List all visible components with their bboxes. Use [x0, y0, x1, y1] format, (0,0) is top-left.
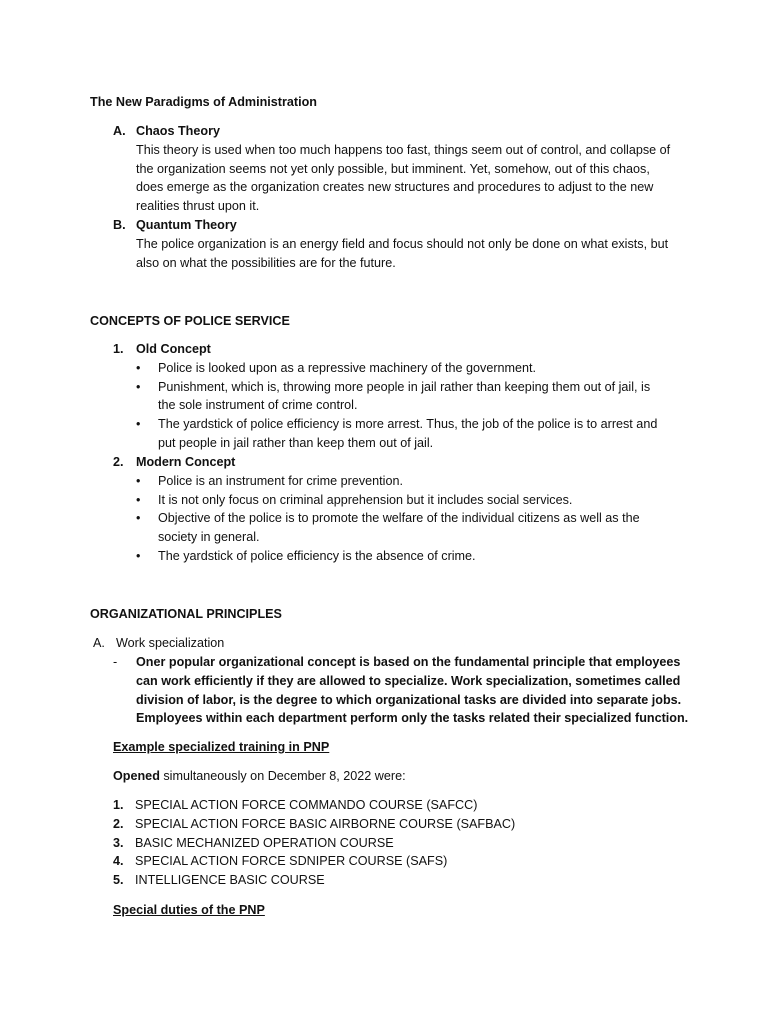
- paragraph-line: division of labor, is the degree to which organizational tasks are divided into separate jobs.: [136, 692, 682, 707]
- bullet-text: Police is an instrument for crime prevention.: [158, 473, 403, 488]
- paragraph-line: Oner popular organizational concept is based on the fundamental principle that employees: [136, 655, 681, 669]
- bullet-icon: •: [136, 492, 141, 507]
- bullet-text: The yardstick of police efficiency is more arrest. Thus, the job of the police is to arrest and: [158, 417, 658, 432]
- section-heading-principles: ORGANIZATIONAL PRINCIPLES: [90, 607, 282, 621]
- bullet-icon: •: [136, 360, 141, 375]
- section-heading-concepts: CONCEPTS OF POLICE SERVICE: [90, 314, 290, 328]
- principle-heading: Work specialization: [116, 636, 225, 650]
- course-number: 5.: [113, 873, 124, 888]
- paradigm-heading: Quantum Theory: [136, 218, 237, 232]
- list-item: [113, 871, 515, 890]
- course-number: 4.: [113, 854, 124, 869]
- course-name: SPECIAL ACTION FORCE BASIC AIRBORNE COURSE (SAFBAC): [135, 816, 516, 831]
- bullet-icon: •: [136, 473, 141, 488]
- paradigm-text-line: This theory is used when too much happens too fast, things seem out of control, and collapse of: [136, 142, 671, 157]
- concept-heading: Modern Concept: [136, 455, 236, 469]
- list-item: [136, 359, 657, 378]
- list-item: [136, 547, 640, 566]
- list-item: [113, 852, 515, 871]
- bullet-icon: •: [136, 548, 141, 563]
- concept-heading: Old Concept: [136, 342, 211, 356]
- course-number: 3.: [113, 835, 124, 850]
- list-item: [136, 415, 657, 453]
- list-item: [136, 509, 640, 547]
- paradigm-text-line: realities thrust upon it.: [136, 199, 260, 214]
- paradigm-heading: Chaos Theory: [136, 124, 220, 138]
- course-name: BASIC MECHANIZED OPERATION COURSE: [135, 835, 394, 850]
- page-title: The New Paradigms of Administration: [90, 95, 317, 109]
- paradigm-chaos: [113, 122, 670, 216]
- course-name: INTELLIGENCE BASIC COURSE: [135, 873, 325, 888]
- concept-modern: [113, 453, 640, 566]
- course-list: [113, 796, 515, 890]
- bullet-text: It is not only focus on criminal apprehension but it includes social services.: [158, 492, 573, 507]
- list-item: [136, 491, 640, 510]
- bullet-text: The yardstick of police efficiency is the absence of crime.: [158, 548, 476, 563]
- bullet-icon: •: [136, 417, 141, 432]
- list-item: [113, 796, 515, 815]
- special-duties-heading: Special duties of the PNP: [113, 903, 265, 917]
- opened-line: [113, 767, 406, 786]
- list-item: [136, 472, 640, 491]
- dash-marker: -: [113, 655, 118, 669]
- bullet-icon: •: [136, 511, 141, 526]
- bullet-text: Objective of the police is to promote the welfare of the individual citizens as well as the: [158, 511, 640, 526]
- paragraph-line: Employees within each department perform only the tasks related their specialized function.: [136, 711, 689, 726]
- example-heading: Example specialized training in PNP: [113, 740, 330, 754]
- bullet-text: Punishment, which is, throwing more people in jail rather than keeping them out of jail, is: [158, 379, 651, 394]
- list-item: [136, 378, 657, 416]
- paradigm-label: A.: [113, 124, 126, 138]
- course-name: SPECIAL ACTION FORCE SDNIPER COURSE (SAFS): [135, 854, 448, 869]
- course-number: 1.: [113, 798, 124, 812]
- bullet-icon: •: [136, 379, 141, 394]
- opened-text: simultaneously on December 8, 2022 were:: [159, 769, 406, 783]
- principle-label: A.: [93, 636, 105, 650]
- paradigm-label: B.: [113, 218, 126, 232]
- bullet-text: put people in jail rather than keep them out of jail.: [158, 435, 434, 450]
- concept-number: 2.: [113, 455, 124, 469]
- paradigm-text-line: does emerge as the organization creates new structures and procedures to adjust to the new: [136, 180, 654, 195]
- list-item: [113, 815, 515, 834]
- course-name: SPECIAL ACTION FORCE COMMANDO COURSE (SAFCC): [135, 798, 478, 812]
- paradigm-quantum: [113, 216, 668, 272]
- bullet-text: the sole instrument of crime control.: [158, 398, 358, 413]
- paragraph-line: can work efficiently if they are allowed to specialize. Work specialization, sometimes called: [136, 673, 681, 688]
- course-number: 2.: [113, 816, 124, 831]
- principle-work-specialization: [93, 634, 224, 653]
- opened-label: Opened: [113, 769, 160, 783]
- paradigm-text-line: The police organization is an energy field and focus should not only be done on what exists, but: [136, 236, 669, 251]
- bullet-text: society in general.: [158, 530, 260, 545]
- principle-description: [113, 653, 688, 728]
- paradigm-text-line: also on what the possibilities are for the future.: [136, 255, 396, 270]
- concept-old: [113, 340, 657, 453]
- concept-number: 1.: [113, 342, 124, 356]
- paradigm-text-line: the organization seems not yet only possible, but imminent. Yet, somehow, out of this chaos,: [136, 161, 650, 176]
- bullet-text: Police is looked upon as a repressive machinery of the government.: [158, 360, 537, 375]
- list-item: [113, 834, 515, 853]
